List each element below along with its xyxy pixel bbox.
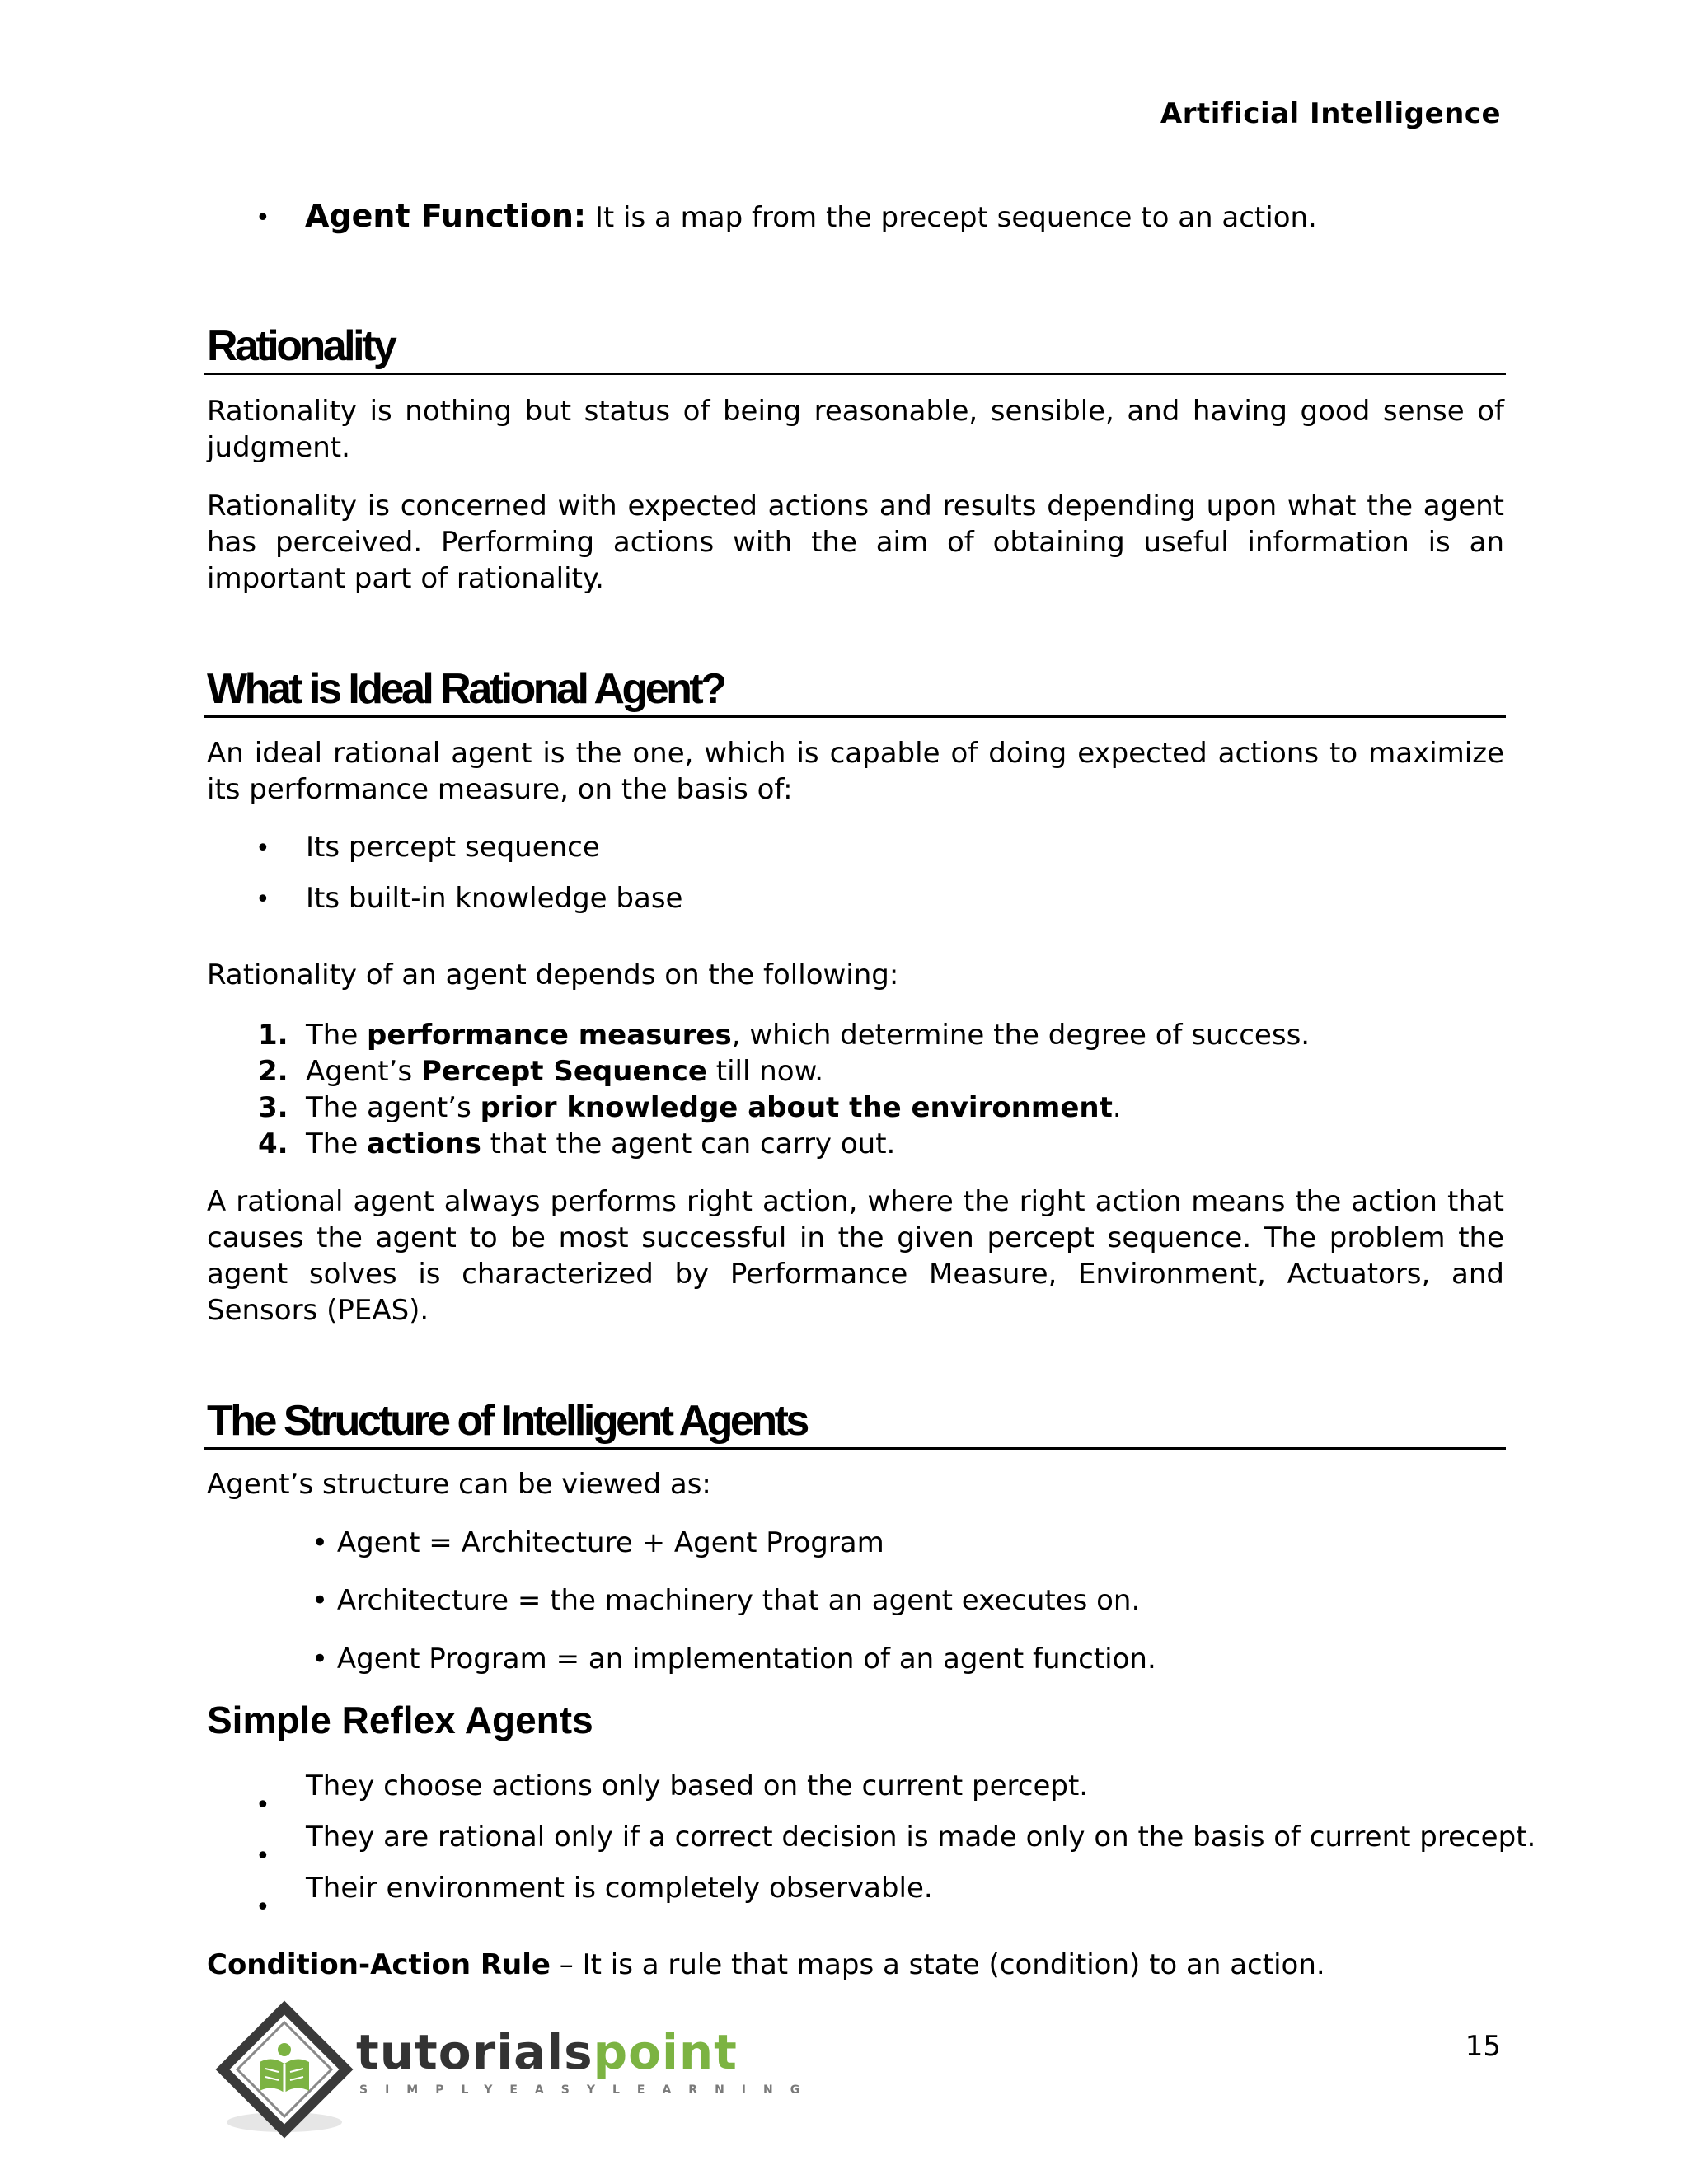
closing-paragraph: A rational agent always performs right action, where the right action means the action that causes the agent to be most successful in the given percept sequence. The problem the agent solves is characterized by Performance Measure, Environment, Actuators, and Sensors (PEAS). <box>207 1185 1504 1327</box>
item-text: The agent’s <box>306 1091 481 1124</box>
item-text: The <box>306 1019 368 1052</box>
heading-rule <box>204 1447 1506 1450</box>
item-text: that the agent can carry out. <box>481 1127 896 1160</box>
item-bold-term: performance measures <box>367 1019 732 1052</box>
item-text: The <box>306 1127 368 1160</box>
list-number: 4. <box>258 1127 288 1160</box>
rationality-paragraph-2: Rationality is concerned with expected actions and results depending upon what the agent has perceived. Performing actions with the aim of obtaining useful information is an important part of rationality. <box>207 490 1504 595</box>
structure-item: • Agent Program = an implementation of an agent function. <box>312 1643 1156 1675</box>
section-heading-structure: The Structure of Intelligent Agents <box>207 1397 807 1445</box>
item-text: till now. <box>706 1055 824 1088</box>
bullet-marker: • <box>256 1842 270 1871</box>
bullet-marker: • <box>256 885 270 914</box>
rule-text: – It is a rule that maps a state (condition) to an action. <box>550 1948 1325 1981</box>
list-number: 1. <box>258 1019 288 1052</box>
ideal-agent-intro: An ideal rational agent is the one, which is capable of doing expected actions to maximize its performance measure, on the basis of: <box>207 737 1504 806</box>
list-item: Their environment is completely observable. <box>306 1872 933 1905</box>
numbered-item <box>306 1053 823 1090</box>
condition-action-rule <box>207 1947 1325 1983</box>
rule-term: Condition-Action Rule <box>207 1948 551 1981</box>
agent-function-term: Agent Function: <box>305 198 587 234</box>
list-item: They are rational only if a correct decision is made only on the basis of current precept. <box>306 1821 1536 1854</box>
structure-item: • Architecture = the machinery that an agent executes on. <box>312 1584 1141 1617</box>
item-bold-term: actions <box>367 1127 481 1160</box>
heading-rule <box>204 373 1506 375</box>
list-number: 3. <box>258 1091 288 1124</box>
section-heading-ideal-agent: What is Ideal Rational Agent? <box>207 665 724 713</box>
numbered-item <box>306 1017 1310 1053</box>
list-number: 2. <box>258 1055 288 1088</box>
agent-function-text: It is a map from the precept sequence to an action. <box>586 201 1317 234</box>
section-heading-rationality: Rationality <box>207 322 395 370</box>
page-number: 15 <box>1465 2030 1501 2063</box>
svg-text:tutorialspoint: tutorialspoint <box>356 2024 738 2080</box>
structure-intro: Agent’s structure can be viewed as: <box>207 1468 711 1501</box>
list-item: Its built-in knowledge base <box>306 882 683 915</box>
numbered-item <box>306 1126 895 1162</box>
logo-graphic <box>214 2004 818 2136</box>
svg-text:SIMPLYEASYLEARNING: SIMPLYEASYLEARNING <box>359 2083 818 2097</box>
subheading-simple-reflex: Simple Reflex Agents <box>207 1699 593 1741</box>
running-header: Artificial Intelligence <box>1160 97 1501 130</box>
bullet-marker: • <box>256 204 270 232</box>
agent-function-line <box>305 198 1317 236</box>
list-item: They choose actions only based on the current percept. <box>306 1769 1089 1802</box>
rationality-paragraph-1: Rationality is nothing but status of being reasonable, sensible, and having good sense of judgment. <box>207 395 1504 464</box>
heading-rule <box>204 715 1506 718</box>
tutorialspoint-logo <box>214 2004 818 2136</box>
numbered-item <box>306 1090 1122 1126</box>
list-item: Its percept sequence <box>306 831 600 864</box>
bullet-marker: • <box>256 1893 270 1922</box>
item-text: . <box>1112 1091 1122 1124</box>
structure-item: • Agent = Architecture + Agent Program <box>312 1526 884 1559</box>
item-bold-term: Percept Sequence <box>420 1055 707 1088</box>
bullet-marker: • <box>256 834 270 863</box>
item-text: , which determine the degree of success. <box>731 1019 1311 1052</box>
depends-paragraph: Rationality of an agent depends on the following: <box>207 958 899 991</box>
item-bold-term: prior knowledge about the environment <box>480 1091 1113 1124</box>
bullet-marker: • <box>256 1791 270 1820</box>
item-text: Agent’s <box>306 1055 421 1088</box>
